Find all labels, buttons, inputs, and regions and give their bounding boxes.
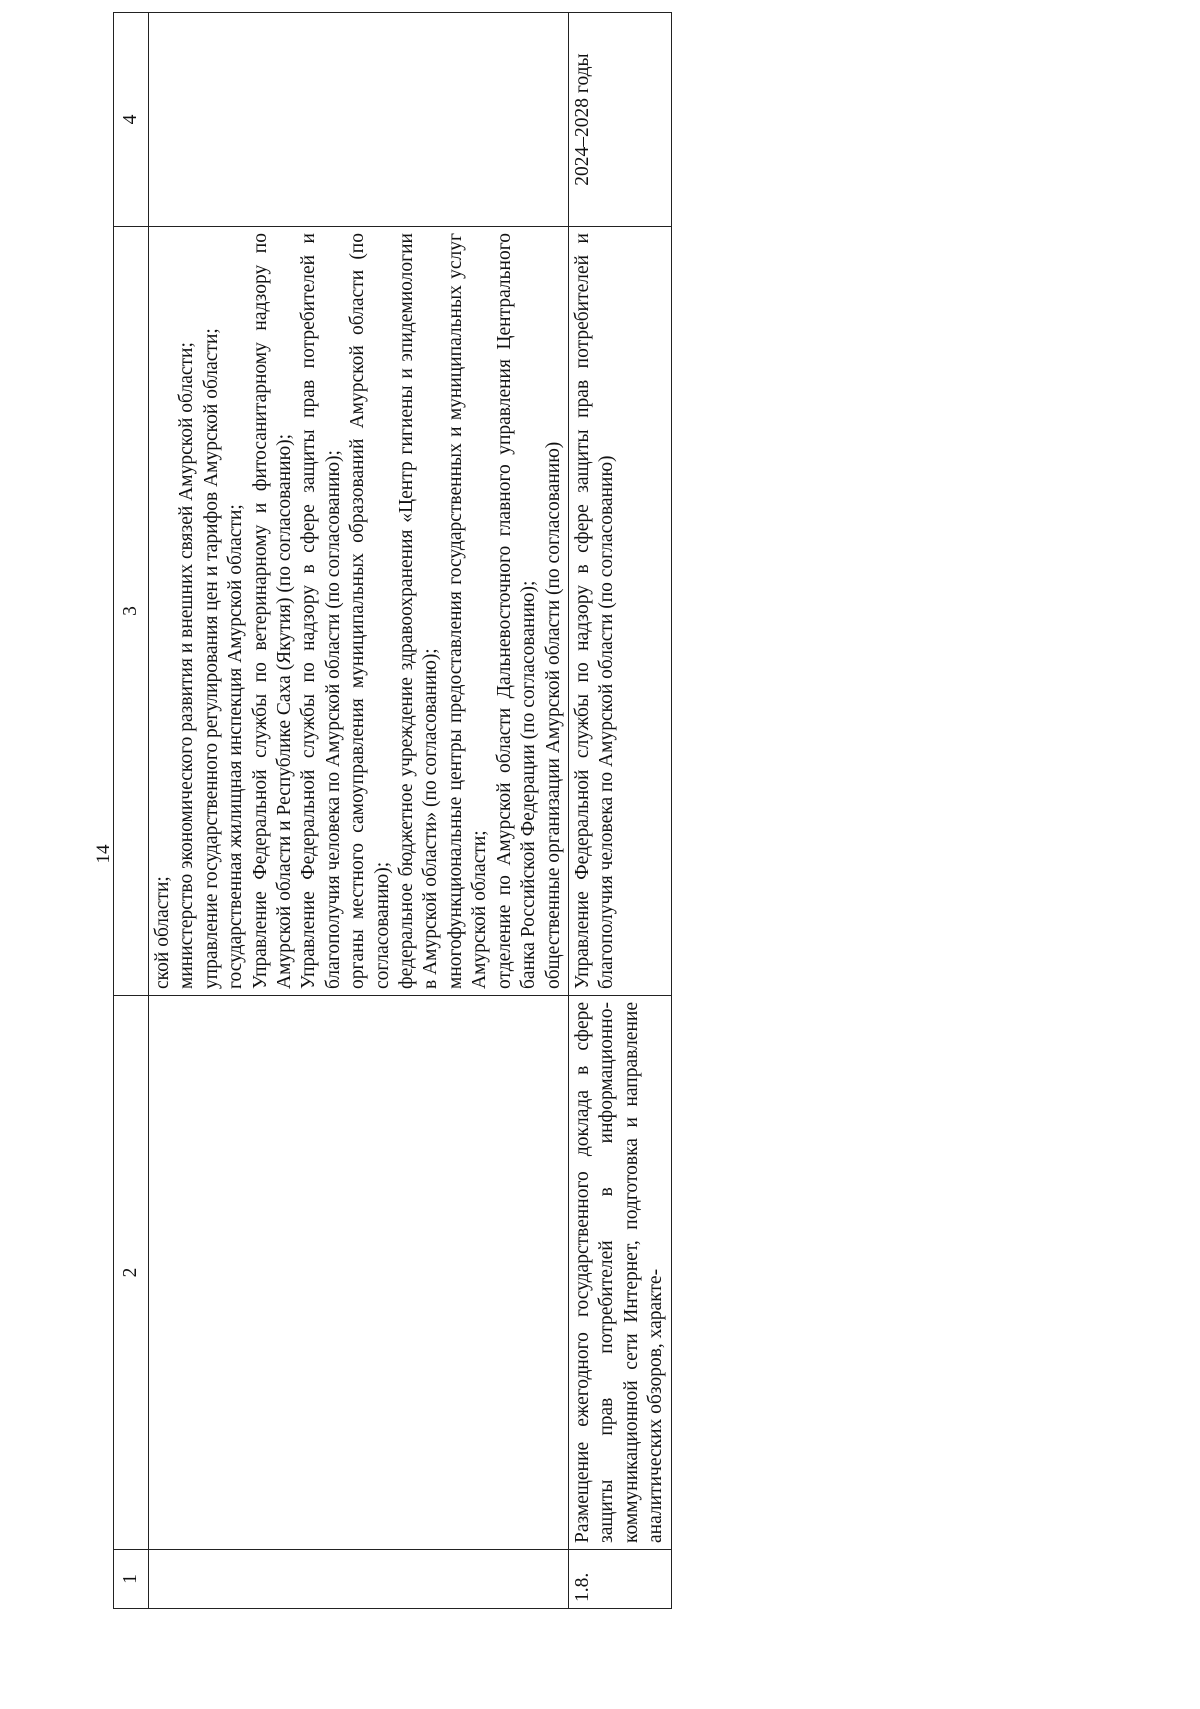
header-col-2: 2	[114, 996, 149, 1550]
header-col-1: 1	[114, 1550, 149, 1609]
cell-executor: Управление Федеральной службы по надзору в сфере защиты прав потребителей и благополучия человека по Амурской области (по согласованию)	[568, 227, 671, 996]
cell-num-empty	[149, 1550, 569, 1609]
cell-measure: Размещение ежегодного государственного доклада в сфере защиты прав потребителей в информационно-коммуникационной сети Интернет, подготовка и направление аналитических обзоров, характе-	[568, 996, 671, 1550]
cell-measure-empty	[149, 996, 569, 1550]
executor-item: управление государственного регулирования цен и тарифов Амурской области;	[200, 328, 222, 989]
table-row-1-8	[568, 13, 671, 1609]
cell-executors	[149, 227, 569, 996]
table-row-continuation	[149, 13, 569, 1609]
cell-period: 2024–2028 годы	[568, 13, 671, 227]
executor-item: отделение по Амурской области Дальневосточного главного управления Центрального банка Российской Федерации (по согласованию);	[493, 233, 540, 989]
executor-item: государственная жилищная инспекция Амурской области;	[225, 504, 247, 989]
executor-item: Управление Федеральной службы по надзору в сфере защиты прав потребителей и благополучия человека по Амурской области (по согласованию);	[298, 233, 344, 989]
header-col-4: 4	[114, 13, 149, 227]
executor-item: министерство экономического развития и внешних связей Амурской области;	[176, 342, 198, 989]
page-number: 14	[93, 844, 114, 864]
executor-item: ской области;	[152, 876, 173, 989]
measures-table	[113, 12, 672, 1609]
executor-item: многофункциональные центры предоставления государственных и муниципальных услуг Амурской области;	[444, 233, 491, 989]
header-col-3: 3	[114, 227, 149, 996]
cell-period-empty	[149, 13, 569, 227]
rotated-table-container	[113, 49, 1013, 1609]
executor-item: общественные организации Амурской области (по согласованию)	[542, 441, 564, 989]
executor-item: органы местного самоуправления муниципальных образований Амурской области (по согласованию);	[347, 233, 393, 989]
executor-item: Управление Федеральной службы по ветеринарному и фитосанитарному надзору по Амурской области и Республике Саха (Якутия) (по согласованию);	[249, 233, 296, 989]
executor-item: федеральное бюджетное учреждение здравоохранения «Центр гигиены и эпидемиологии в Амурской области» (по согласованию);	[396, 233, 442, 989]
cell-row-number: 1.8.	[568, 1550, 671, 1609]
table-header-row	[114, 13, 149, 1609]
